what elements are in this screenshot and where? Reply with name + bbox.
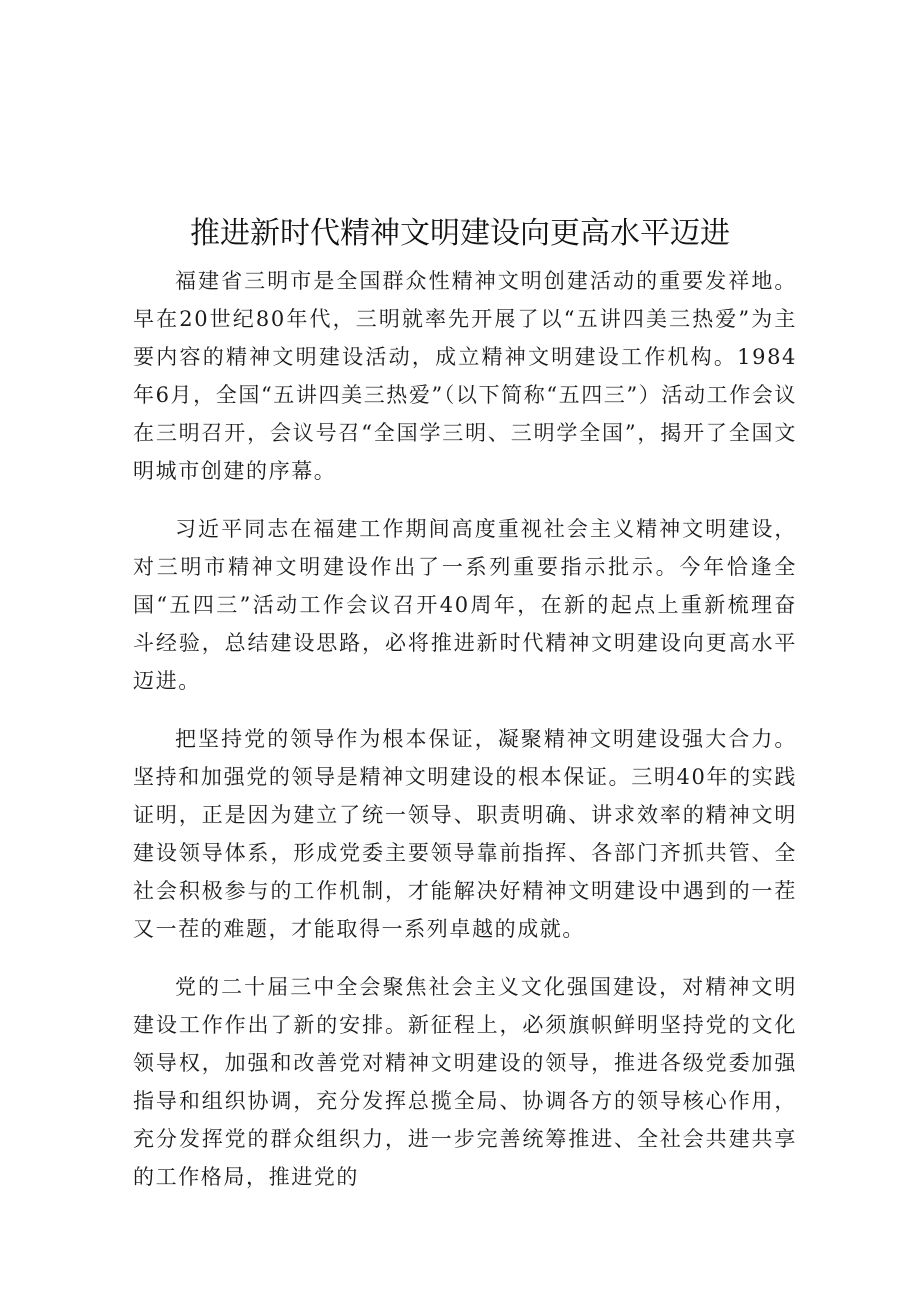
paragraph-1: 福建省三明市是全国群众性精神文明创建活动的重要发祥地。早在20世纪80年代，三明就率先开展了以“五讲四美三热爱”为主要内容的精神文明建设活动，成立精神文明建设工作机构。1984年6月，全国“五讲四美三热爱”（以下简称“五四三”）活动工作会议在三明召开，会议号召“全国学三明、三明学全国”，揭开了全国文明城市创建的序幕。 [133, 269, 798, 483]
article-body [133, 262, 797, 1216]
article-title: 推进新时代精神文明建设向更高水平迈进 [190, 216, 730, 251]
paragraph-3: 把坚持党的领导作为根本保证，凝聚精神文明建设强大合力。坚持和加强党的领导是精神文明建设的根本保证。三明40年的实践证明，正是因为建立了统一领导、职责明确、讲求效率的精神文明建设领导体系，形成党委主要领导靠前指挥、各部门齐抓共管、全社会积极参与的工作机制，才能解决好精神文明建设中遇到的一茬又一茬的难题，才能取得一系列卓越的成就。 [133, 727, 797, 941]
paragraph-2: 习近平同志在福建工作期间高度重视社会主义精神文明建设，对三明市精神文明建设作出了一系列重要指示批示。今年恰逢全国“五四三”活动工作会议召开40周年，在新的起点上重新梳理奋斗经验，总结建设思路，必将推进新时代精神文明建设向更高水平迈进。 [133, 517, 797, 693]
paragraph-4: 党的二十届三中全会聚焦社会主义文化强国建设，对精神文明建设工作作出了新的安排。新征程上，必须旗帜鲜明坚持党的文化领导权，加强和改善党对精神文明建设的领导，推进各级党委加强指导和组织协调，充分发挥总揽全局、协调各方的领导核心作用，充分发挥党的群众组织力，进一步完善统筹推进、全社会共建共享的工作格局，推进党的 [133, 975, 797, 1189]
